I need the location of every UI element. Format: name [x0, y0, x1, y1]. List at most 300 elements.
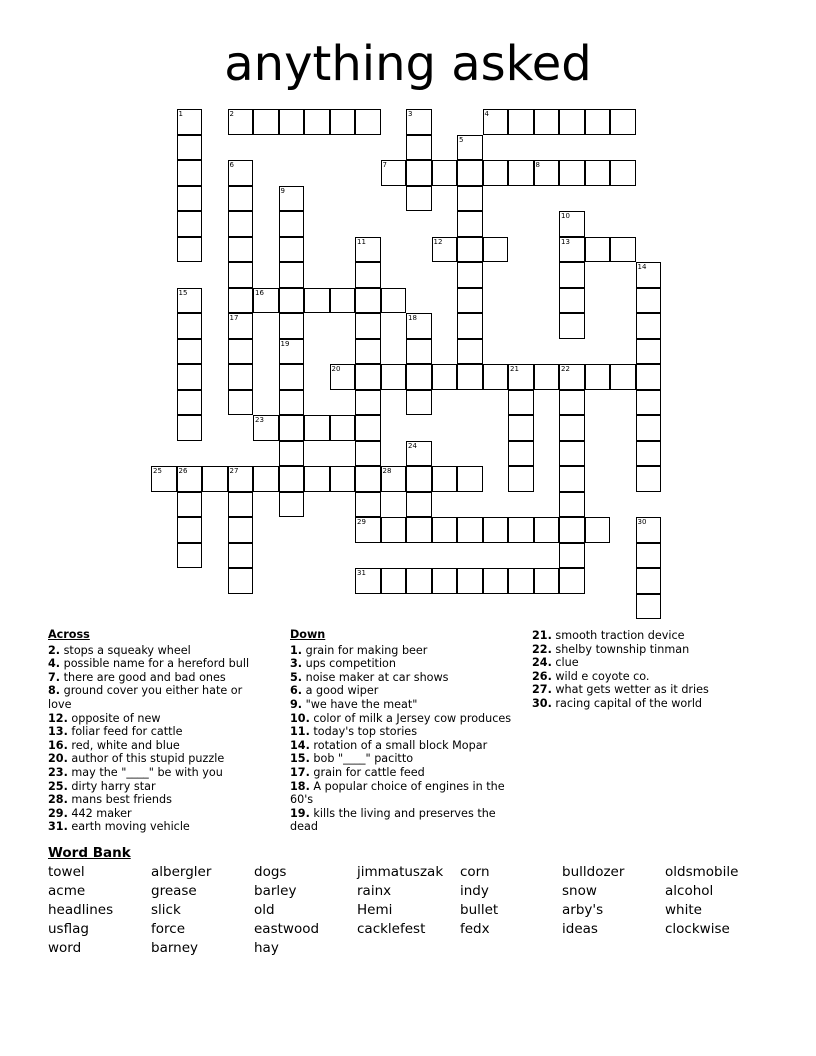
crossword-cell[interactable] — [406, 186, 432, 212]
crossword-cell[interactable] — [279, 390, 305, 416]
crossword-cell[interactable] — [457, 364, 483, 390]
crossword-cell[interactable] — [636, 441, 662, 467]
crossword-cell[interactable] — [636, 415, 662, 441]
crossword-cell[interactable] — [279, 313, 305, 339]
crossword-cell[interactable] — [406, 441, 432, 467]
crossword-cell[interactable] — [457, 135, 483, 161]
crossword-cell[interactable] — [534, 517, 560, 543]
crossword-cell[interactable] — [228, 186, 254, 212]
crossword-cell[interactable] — [151, 466, 177, 492]
crossword-cell[interactable] — [636, 364, 662, 390]
crossword-cell[interactable] — [279, 211, 305, 237]
cell-number: 2 — [229, 110, 234, 118]
down-clue — [290, 657, 520, 671]
across-clue — [48, 793, 258, 807]
crossword-cell[interactable] — [253, 109, 279, 135]
word-bank-word: corn — [460, 864, 490, 880]
crossword-cell[interactable] — [330, 466, 356, 492]
crossword-cell[interactable] — [508, 441, 534, 467]
crossword-cell[interactable] — [202, 466, 228, 492]
crossword-cell[interactable] — [406, 339, 432, 365]
word-bank-word: indy — [460, 883, 489, 899]
cell-number: 9 — [280, 186, 285, 195]
down-clue — [290, 766, 520, 780]
crossword-cell[interactable] — [304, 415, 330, 441]
crossword-cell[interactable] — [177, 390, 203, 416]
clue-number: 28. — [48, 793, 68, 807]
crossword-cell[interactable] — [355, 466, 381, 492]
crossword-cell[interactable] — [636, 313, 662, 339]
crossword-cell[interactable] — [177, 135, 203, 161]
crossword-cell[interactable] — [406, 313, 432, 339]
crossword-cell[interactable] — [534, 160, 560, 186]
crossword-cell[interactable] — [457, 186, 483, 212]
crossword-cell[interactable] — [534, 568, 560, 594]
crossword-cell[interactable] — [381, 517, 407, 543]
clue-text: noise maker at car shows — [302, 670, 449, 684]
word-bank-word: white — [665, 902, 702, 918]
crossword-cell[interactable] — [585, 517, 611, 543]
clue-number: 3. — [290, 657, 303, 671]
clue-text: a good wiper — [302, 684, 379, 698]
crossword-cell[interactable] — [177, 415, 203, 441]
crossword-cell[interactable] — [432, 568, 458, 594]
crossword-cell[interactable] — [406, 492, 432, 518]
crossword-cell[interactable] — [483, 237, 509, 263]
crossword-cell[interactable] — [559, 262, 585, 288]
down-clues — [290, 628, 520, 834]
crossword-cell[interactable] — [457, 313, 483, 339]
crossword-cell[interactable] — [457, 262, 483, 288]
crossword-cell[interactable] — [483, 160, 509, 186]
crossword-cell[interactable] — [457, 237, 483, 263]
crossword-cell[interactable] — [228, 517, 254, 543]
word-bank-word: ideas — [562, 921, 598, 937]
crossword-cell[interactable] — [228, 492, 254, 518]
crossword-cell[interactable] — [228, 211, 254, 237]
across-clues — [48, 628, 258, 834]
across-clue — [48, 739, 258, 753]
clue-text: possible name for a hereford bull — [60, 657, 250, 671]
crossword-cell[interactable] — [483, 568, 509, 594]
crossword-cell[interactable] — [406, 135, 432, 161]
cell-number: 26 — [178, 467, 188, 475]
crossword-cell[interactable] — [432, 160, 458, 186]
crossword-cell[interactable] — [177, 339, 203, 365]
cell-number: 11 — [357, 237, 366, 246]
crossword-cell[interactable] — [228, 364, 254, 390]
crossword-cell[interactable] — [636, 594, 662, 620]
crossword-cell[interactable] — [636, 543, 662, 569]
clue-number: 30. — [532, 696, 552, 710]
across-clue — [48, 712, 258, 726]
crossword-cell[interactable] — [559, 364, 585, 390]
crossword-cell[interactable] — [483, 517, 509, 543]
crossword-cell[interactable] — [483, 364, 509, 390]
clue-text: author of this stupid puzzle — [67, 752, 225, 766]
word-bank-word: word — [48, 940, 82, 956]
crossword-cell[interactable] — [406, 160, 432, 186]
crossword-cell[interactable] — [636, 390, 662, 416]
crossword-cell[interactable] — [177, 364, 203, 390]
word-bank-word: hay — [254, 940, 279, 956]
crossword-cell[interactable] — [406, 109, 432, 135]
clue-number: 25. — [48, 779, 68, 793]
word-bank-word: Hemi — [357, 902, 393, 918]
crossword-cell[interactable] — [585, 364, 611, 390]
crossword-cell[interactable] — [279, 364, 305, 390]
clue-number: 17. — [290, 765, 310, 779]
clue-number: 9. — [290, 697, 303, 711]
crossword-cell[interactable] — [228, 568, 254, 594]
clue-text: kills the living and preserves the dead — [290, 806, 496, 834]
clue-number: 18. — [290, 779, 310, 793]
crossword-cell[interactable] — [559, 313, 585, 339]
crossword-cell[interactable] — [508, 517, 534, 543]
cell-number: 27 — [229, 467, 239, 475]
clue-number: 31. — [48, 820, 68, 834]
crossword-cell[interactable] — [610, 364, 636, 390]
cell-number: 23 — [255, 416, 264, 424]
crossword-cell[interactable] — [585, 237, 611, 263]
word-bank-word: towel — [48, 864, 85, 880]
crossword-cell[interactable] — [585, 160, 611, 186]
word-bank-word: eastwood — [254, 921, 320, 937]
cell-number: 5 — [459, 135, 464, 144]
crossword-cell[interactable] — [304, 466, 330, 492]
clue-text: 442 maker — [67, 806, 132, 820]
clue-number: 7. — [48, 670, 61, 684]
crossword-cell[interactable] — [330, 364, 356, 390]
crossword-cell[interactable] — [559, 109, 585, 135]
across-clue — [48, 752, 258, 766]
crossword-cell[interactable] — [253, 415, 279, 441]
clue-text: smooth traction device — [551, 629, 685, 642]
crossword-cell[interactable] — [559, 237, 585, 263]
crossword-cell[interactable] — [381, 466, 407, 492]
cell-number: 3 — [408, 110, 413, 118]
crossword-cell[interactable] — [508, 160, 534, 186]
word-bank-word: force — [151, 921, 185, 937]
clue-number: 27. — [532, 683, 552, 697]
crossword-cell[interactable] — [457, 517, 483, 543]
down-clue — [532, 670, 772, 684]
word-bank-word: headlines — [48, 902, 114, 918]
word-bank-word: snow — [562, 883, 597, 899]
down-clue — [290, 739, 520, 753]
cell-number: 29 — [357, 518, 366, 526]
clue-text: rotation of a small block Mopar — [309, 738, 488, 752]
cell-number: 13 — [561, 237, 570, 246]
clue-number: 16. — [48, 738, 68, 752]
cell-number: 19 — [280, 339, 290, 348]
crossword-cell[interactable] — [636, 262, 662, 288]
crossword-cell[interactable] — [228, 466, 254, 492]
cell-number: 18 — [408, 314, 417, 322]
clue-number: 6. — [290, 684, 303, 698]
crossword-cell[interactable] — [355, 288, 381, 314]
word-bank-word: bullet — [460, 902, 499, 918]
crossword-cell[interactable] — [279, 237, 305, 263]
clue-number: 29. — [48, 806, 68, 820]
crossword-cell[interactable] — [457, 288, 483, 314]
word-bank-heading: Word Bank — [48, 845, 131, 861]
clue-text: earth moving vehicle — [67, 820, 190, 834]
puzzle-title: anything asked — [224, 36, 592, 92]
crossword-cell[interactable] — [177, 517, 203, 543]
crossword-cell[interactable] — [457, 339, 483, 365]
clue-number: 10. — [290, 711, 310, 725]
cell-number: 20 — [331, 365, 341, 373]
crossword-cell[interactable] — [279, 339, 305, 365]
crossword-cell[interactable] — [406, 517, 432, 543]
across-clue — [48, 780, 258, 794]
crossword-cell[interactable] — [406, 568, 432, 594]
crossword-cell[interactable] — [559, 466, 585, 492]
crossword-cell[interactable] — [304, 109, 330, 135]
clue-number: 15. — [290, 752, 310, 766]
clue-number: 20. — [48, 752, 68, 766]
crossword-cell[interactable] — [610, 160, 636, 186]
clue-number: 11. — [290, 725, 310, 739]
crossword-cell[interactable] — [355, 441, 381, 467]
crossword-cell[interactable] — [559, 288, 585, 314]
clue-text: opposite of new — [67, 711, 161, 725]
crossword-cell[interactable] — [355, 568, 381, 594]
across-clue — [48, 820, 258, 834]
crossword-cell[interactable] — [355, 517, 381, 543]
clue-text: dirty harry star — [67, 779, 156, 793]
cell-number: 16 — [255, 288, 264, 297]
word-bank-word: cacklefest — [357, 921, 426, 937]
clue-number: 21. — [532, 629, 552, 642]
crossword-cell[interactable] — [279, 441, 305, 467]
down-clue — [290, 780, 520, 807]
cell-number: 6 — [229, 161, 234, 169]
clue-number: 8. — [48, 684, 61, 698]
word-bank-word: dogs — [254, 864, 287, 880]
clue-number: 2. — [48, 643, 61, 657]
crossword-cell[interactable] — [253, 466, 279, 492]
crossword-cell[interactable] — [228, 237, 254, 263]
crossword-cell[interactable] — [457, 466, 483, 492]
crossword-cell[interactable] — [636, 568, 662, 594]
crossword-cell[interactable] — [177, 109, 203, 135]
crossword-cell[interactable] — [559, 160, 585, 186]
crossword-cell[interactable] — [279, 262, 305, 288]
word-bank-word: grease — [151, 883, 197, 899]
crossword-cell[interactable] — [457, 160, 483, 186]
down-clue — [290, 644, 520, 658]
crossword-cell[interactable] — [559, 415, 585, 441]
crossword-cell[interactable] — [534, 109, 560, 135]
crossword-cell[interactable] — [381, 288, 407, 314]
clue-text: foliar feed for cattle — [67, 725, 183, 739]
crossword-cell[interactable] — [177, 288, 203, 314]
word-bank-word: barney — [151, 940, 199, 956]
crossword-cell[interactable] — [432, 364, 458, 390]
crossword-cell[interactable] — [508, 415, 534, 441]
crossword-cell[interactable] — [355, 262, 381, 288]
clue-number: 14. — [290, 738, 310, 752]
cell-number: 8 — [535, 161, 540, 169]
down-clues-continued — [532, 629, 772, 711]
crossword-cell[interactable] — [432, 517, 458, 543]
crossword-cell[interactable] — [636, 466, 662, 492]
across-clue — [48, 807, 258, 821]
crossword-cell[interactable] — [228, 390, 254, 416]
cell-number: 17 — [229, 314, 239, 322]
crossword-cell[interactable] — [279, 186, 305, 212]
crossword-cell[interactable] — [279, 109, 305, 135]
word-bank-word: slick — [151, 902, 181, 918]
clue-text: ups competition — [302, 657, 396, 671]
crossword-cell[interactable] — [304, 288, 330, 314]
crossword-cell[interactable] — [508, 364, 534, 390]
word-bank-word: oldsmobile — [665, 864, 739, 880]
word-bank-word: alcohol — [665, 883, 714, 899]
crossword-cell[interactable] — [432, 466, 458, 492]
crossword-cell[interactable] — [559, 492, 585, 518]
clue-text: grain for cattle feed — [309, 765, 425, 779]
cell-number: 7 — [382, 161, 387, 169]
crossword-cell[interactable] — [279, 466, 305, 492]
crossword-cell[interactable] — [279, 415, 305, 441]
crossword-cell[interactable] — [177, 237, 203, 263]
clue-text: color of milk a Jersey cow produces — [309, 711, 512, 725]
down-clue — [290, 807, 520, 834]
cell-number: 12 — [433, 237, 443, 246]
down-clue — [532, 683, 772, 697]
crossword-cell[interactable] — [381, 160, 407, 186]
crossword-cell[interactable] — [177, 543, 203, 569]
clue-text: today's top stories — [309, 725, 418, 739]
down-heading: Down — [290, 628, 326, 641]
crossword-cell[interactable] — [228, 313, 254, 339]
crossword-cell[interactable] — [355, 364, 381, 390]
crossword-cell[interactable] — [355, 109, 381, 135]
crossword-cell[interactable] — [355, 492, 381, 518]
clue-text: grain for making beer — [302, 643, 428, 657]
clue-text: "we have the meat" — [302, 697, 418, 711]
crossword-cell[interactable] — [177, 466, 203, 492]
crossword-cell[interactable] — [228, 543, 254, 569]
word-bank-word: albergler — [151, 864, 212, 880]
cell-number: 14 — [637, 263, 647, 271]
crossword-cell[interactable] — [355, 390, 381, 416]
crossword-cell[interactable] — [355, 415, 381, 441]
crossword-cell[interactable] — [534, 364, 560, 390]
word-bank-word: acme — [48, 883, 86, 899]
crossword-cell[interactable] — [177, 160, 203, 186]
crossword-cell[interactable] — [508, 390, 534, 416]
crossword-cell[interactable] — [228, 339, 254, 365]
crossword-cell[interactable] — [228, 262, 254, 288]
clue-text: mans best friends — [67, 793, 172, 807]
clue-number: 22. — [532, 642, 552, 656]
crossword-cell[interactable] — [636, 517, 662, 543]
crossword-cell[interactable] — [508, 466, 534, 492]
crossword-cell[interactable] — [228, 160, 254, 186]
crossword-cell[interactable] — [559, 517, 585, 543]
cell-number: 30 — [637, 518, 647, 526]
crossword-cell[interactable] — [228, 109, 254, 135]
crossword-cell[interactable] — [228, 288, 254, 314]
crossword-cell[interactable] — [559, 441, 585, 467]
word-bank-word: clockwise — [665, 921, 730, 937]
clue-text: A popular choice of engines in the 60's — [290, 779, 505, 807]
crossword-cell[interactable] — [330, 415, 356, 441]
clue-number: 13. — [48, 725, 68, 739]
down-clue — [532, 656, 772, 670]
crossword-cell[interactable] — [457, 211, 483, 237]
crossword-cell[interactable] — [253, 288, 279, 314]
crossword-cell[interactable] — [279, 492, 305, 518]
crossword-cell[interactable] — [355, 313, 381, 339]
clue-number: 5. — [290, 670, 303, 684]
crossword-cell[interactable] — [177, 313, 203, 339]
crossword-cell[interactable] — [432, 237, 458, 263]
crossword-cell[interactable] — [585, 109, 611, 135]
crossword-cell[interactable] — [177, 186, 203, 212]
crossword-cell[interactable] — [330, 288, 356, 314]
crossword-cell[interactable] — [381, 364, 407, 390]
crossword-cell[interactable] — [457, 568, 483, 594]
crossword-cell[interactable] — [559, 390, 585, 416]
down-clue — [290, 698, 520, 712]
crossword-cell[interactable] — [610, 109, 636, 135]
crossword-cell[interactable] — [355, 237, 381, 263]
cell-number: 24 — [408, 441, 417, 450]
crossword-cell[interactable] — [610, 237, 636, 263]
crossword-cell[interactable] — [406, 390, 432, 416]
clue-text: stops a squeaky wheel — [60, 643, 191, 657]
cell-number: 21 — [510, 365, 519, 373]
cell-number: 25 — [153, 467, 162, 475]
down-clue — [290, 684, 520, 698]
crossword-cell[interactable] — [559, 211, 585, 237]
word-bank-word: fedx — [460, 921, 490, 937]
cell-number: 4 — [484, 110, 489, 118]
crossword-cell[interactable] — [177, 211, 203, 237]
crossword-cell[interactable] — [381, 568, 407, 594]
crossword-cell[interactable] — [355, 339, 381, 365]
down-clue — [290, 752, 520, 766]
crossword-cell[interactable] — [636, 288, 662, 314]
crossword-cell[interactable] — [177, 492, 203, 518]
across-clue — [48, 657, 258, 671]
crossword-cell[interactable] — [559, 543, 585, 569]
crossword-cell[interactable] — [636, 339, 662, 365]
crossword-cell[interactable] — [508, 109, 534, 135]
crossword-cell[interactable] — [330, 109, 356, 135]
clue-text: there are good and bad ones — [60, 670, 226, 684]
clue-number: 24. — [532, 656, 552, 670]
crossword-cell[interactable] — [508, 568, 534, 594]
clue-number: 23. — [48, 765, 68, 779]
crossword-cell[interactable] — [483, 109, 509, 135]
clue-text: what gets wetter as it dries — [551, 683, 709, 697]
crossword-cell[interactable] — [406, 466, 432, 492]
crossword-cell[interactable] — [406, 364, 432, 390]
crossword-cell[interactable] — [279, 288, 305, 314]
down-clue — [532, 643, 772, 657]
down-clue — [290, 725, 520, 739]
crossword-cell[interactable] — [559, 568, 585, 594]
clue-text: shelby township tinman — [551, 642, 690, 656]
word-bank-word: usflag — [48, 921, 89, 937]
cell-number: 1 — [178, 110, 183, 118]
